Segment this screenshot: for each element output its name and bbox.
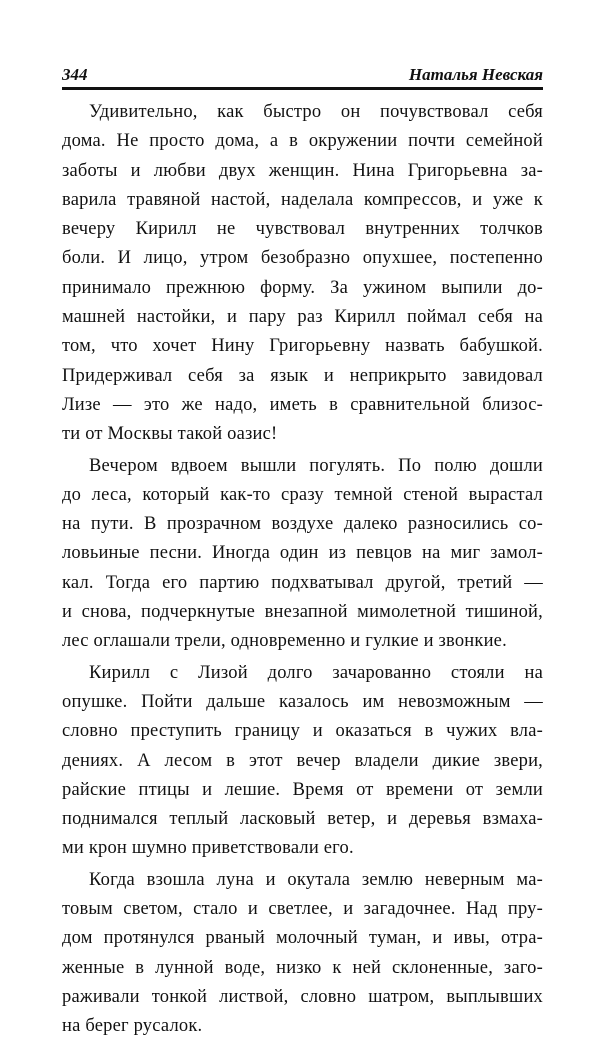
paragraph xyxy=(62,98,543,450)
text-line: поднимался теплый ласковый ветер, и деревья взмаха- xyxy=(62,809,543,830)
text-line: кал. Тогда его партию подхватывал другой, третий — xyxy=(62,572,543,593)
text-line: машней настойки, и пару раз Кирилл поймал себя на xyxy=(62,307,543,328)
text-line: варила травяной настой, наделала компрессов, и уже к xyxy=(62,189,543,210)
text-line: дома. Не просто дома, а в окружении почти семейной xyxy=(62,131,543,152)
text-line: раживали тонкой листвой, словно шатром, выплывших xyxy=(62,986,543,1007)
text-line: лес оглашали трели, одновременно и гулкие и звонкие. xyxy=(62,631,507,652)
text-line: опушке. Пойти дальше казалось им невозможным — xyxy=(62,691,543,712)
paragraph xyxy=(62,866,543,1042)
text-line: принимало прежнюю форму. За ужином выпили до- xyxy=(62,277,543,298)
text-line: ми крон шумно приветствовали его. xyxy=(62,838,354,859)
running-header xyxy=(62,63,543,90)
text-line: товым светом, стало и светлее, и загадочнее. Над пру- xyxy=(62,899,543,920)
text-line: Кирилл с Лизой долго зачарованно стояли на xyxy=(89,662,543,683)
text-line: дениях. А лесом в этот вечер владели дикие звери, xyxy=(62,750,543,771)
text-line: Когда взошла луна и окутала землю неверным ма- xyxy=(89,869,543,890)
text-line: боли. И лицо, утром безобразно опухшее, постепенно xyxy=(62,248,543,269)
text-line: дом протянулся рваный молочный туман, и ивы, отра- xyxy=(62,928,543,949)
text-line: и снова, подчеркнутые внезапной мимолетной тишиной, xyxy=(62,602,543,623)
text-line: на пути. В прозрачном воздухе далеко разносились со- xyxy=(62,514,543,535)
text-line: Удивительно, как быстро он почувствовал себя xyxy=(89,102,543,122)
text-line: Придерживал себя за язык и неприкрыто завидовал xyxy=(62,365,543,386)
text-line: заботы и любви двух женщин. Нина Григорьевна за- xyxy=(62,160,543,181)
text-line: ловьиные песни. Иногда один из певцов на миг замол- xyxy=(62,543,543,564)
paragraph xyxy=(62,659,543,864)
running-header-author: Наталья Невская xyxy=(408,65,543,84)
text-line: до леса, который как-то сразу темной стеной вырастал xyxy=(62,484,543,505)
text-line: Вечером вдвоем вышли погулять. По полю дошли xyxy=(89,455,543,476)
text-line: словно преступить границу и оказаться в чужих вла- xyxy=(62,721,543,742)
page-body-text xyxy=(62,98,543,1044)
text-line: райские птицы и лешие. Время от времени от земли xyxy=(62,779,543,800)
text-line: Лизе — это же надо, иметь в сравнительной близос- xyxy=(62,394,543,415)
page-number: 344 xyxy=(62,65,88,84)
text-line: на берег русалок. xyxy=(62,1016,203,1037)
text-line: вечеру Кирилл не чувствовал внутренних толчков xyxy=(62,219,543,240)
text-line: том, что хочет Нину Григорьевну назвать бабушкой. xyxy=(62,336,543,357)
text-line: женные в лунной воде, низко к ней склоненные, заго- xyxy=(62,957,543,978)
paragraph xyxy=(62,452,543,657)
text-line: ти от Москвы такой оазис! xyxy=(62,424,278,445)
